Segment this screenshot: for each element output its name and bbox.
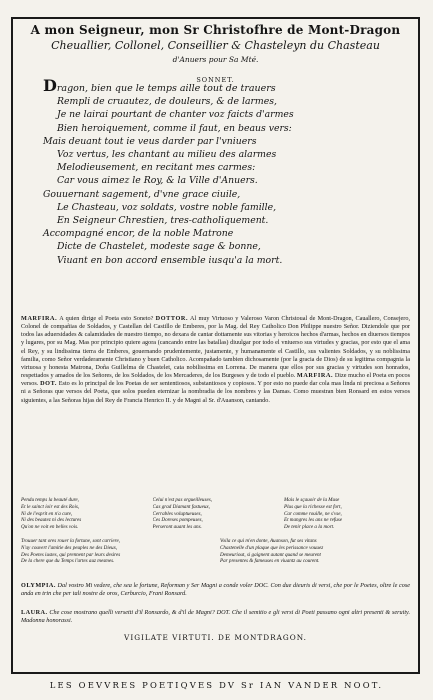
verse-line: Par presentes & fameuses en viuantz au courent. bbox=[220, 558, 320, 565]
drop-cap: D bbox=[43, 76, 57, 95]
sonnet-line-14: Viuant en bon accord ensemble iusqu'a la mort. bbox=[57, 254, 283, 266]
verse-stanza bbox=[153, 497, 279, 531]
motto: VIGILATE VIRTUTI. DE MONTDRAGON. bbox=[124, 633, 307, 642]
sonnet-line-3: Je ne lairai pourtant de chanter voz faicts d'armes bbox=[57, 109, 294, 121]
olympia-paragraph: OLYMPIA. Dal vostro Mi vedere, che sea le fortune, Reforman y Ser Magni a conde voler DOC. Con due dieuris di versi, che por le Poetes, oltre le cose anda en trin che per tali nostre de oros, Cerburcio, Frani Ronsard. bbox=[21, 582, 411, 598]
verse-line: Des Poetes iustes, qui prennent par leurs desires bbox=[21, 551, 121, 558]
verse-line: Voila ce qui m'en donte, Auanson, fut ses vitans bbox=[220, 538, 317, 544]
speaker-dot: DOT. bbox=[40, 380, 58, 388]
verse-line: De la chere que du Temps l'artes auz mesmes. bbox=[21, 558, 115, 565]
page-border bbox=[11, 17, 420, 674]
verse-line: Ni de l'esprit en n'a cure, bbox=[21, 510, 73, 517]
verse-line: Ni des beautez ni des lectures bbox=[21, 517, 82, 524]
verse-line: N'ay couvert l'amitie des peuples ne des Dieux, bbox=[21, 544, 118, 551]
sonnet-line-5: Mais deuant tout ie veus darder par l'vniuers bbox=[43, 135, 257, 147]
sonnet-line-7: Melodieusement, en recitant mes carmes: bbox=[57, 162, 256, 174]
verse-line: Chastenelle d'un plaque que les perissance vouuez bbox=[220, 544, 324, 551]
verse-line: De tenir place a la mort. bbox=[284, 524, 335, 531]
sonnet-line-2: Rempli de cruautez, de douleurs, & de larmes, bbox=[57, 96, 277, 108]
verse-line: Et mangres les ans ne refuse bbox=[284, 517, 343, 524]
verse-line: Plus que la richesse est fort, bbox=[284, 503, 342, 510]
sonnet-line-4: Bien heroiquement, comme il faut, en beaus vers: bbox=[57, 122, 292, 134]
verse-line: Demeuriout, si gaignent autant quand se meurent bbox=[220, 551, 321, 558]
sonnet-line-11: En Seigneur Chrestien, tres-catholiquement. bbox=[57, 215, 269, 227]
dedication-subtitle: Cheuallier, Collonel, Conseillier & Chasteleyn du Chasteau bbox=[51, 39, 380, 52]
verse-line: Cerrables voluptueuses, bbox=[152, 510, 202, 517]
speaker-marfira: MARFIRA. bbox=[21, 315, 58, 322]
verse-line: Cas grad Diamant fastueux, bbox=[152, 503, 210, 510]
verse-stanza bbox=[21, 497, 147, 531]
dedication-title: A mon Seigneur, mon Sr Christofhre de Mont-Dragon bbox=[30, 23, 401, 37]
verse-line: Car comme rouille, ne s'vse, bbox=[284, 510, 342, 517]
sonnet-label: SONNET. bbox=[196, 75, 235, 84]
verse-stanza bbox=[284, 497, 410, 531]
sonnet-line-1: Dragon, bien que le temps aille tout de trauers bbox=[43, 76, 276, 95]
speaker-laura: LAURA. bbox=[21, 609, 48, 616]
verse-line: Et le sainct ioir est des Rois, bbox=[21, 503, 80, 510]
running-title: LES OEVVRES POETIQVES DV Sr IAN VANDER NOOT. bbox=[49, 680, 384, 690]
verse-stanza bbox=[21, 538, 211, 565]
speaker-dottor: DOTTOR. bbox=[155, 315, 189, 322]
sonnet bbox=[43, 76, 398, 267]
verse-line: Celui n'est pas orgueilleuses, bbox=[152, 497, 212, 503]
verse-line: Ces Doreses pompeuses, bbox=[152, 517, 203, 524]
speaker-olympia: OLYMPIA. bbox=[21, 582, 56, 589]
verse-line: Pendu temps la beauté dure, bbox=[21, 497, 79, 503]
sonnet-line-12: Accompagné encor, de la noble Matrone bbox=[43, 228, 234, 240]
sonnet-line-10: Le Chasteau, voz soldats, vostre noble famille, bbox=[57, 201, 277, 213]
verse-block-1 bbox=[21, 497, 410, 531]
verse-line: Trouuer tant ores rouer la fortune, sont carriere, bbox=[21, 538, 120, 544]
dialogue-prose: MARFIRA. A quien dirige el Poeta esto Soneto? DOTTOR. Al muy Virtuoso y Valeroso Varon Christoual de Mont-Dragon, Cauallero, Consejero, Colonel de compañias de Soldados, y Castellan del Castillo de Emberes, por la Mag. del Rey Catholico Don Philippe nuestro Señor. Diziendole que por todos las aduersidades & calamidades de nuestro tiempo, no dexara de cantar dottamente sus vitorias y heroicos hechos d'armas, hechos en diuersos tiempos y lugares, por su Mag. Mas por principio quiere agora (cancando entre las batallas) diuulgar por todo el vniuerso sus virtudes y gracias, por esto que el ama el Rey, y su lindissima tierra de Emberes, gouernando prudentemente, justamente, y humanamente el Castillo, sus valientes Soldados, y su noblissima familia, como Señor verdaderamente Christiano y buen Catholico. Acompañado tambien dichosamente (por la gracia de Dios) de su legitima compagnia la virtuosa y honesta Matrona, Doña Guillelma de Chastelet, cata nobilissima en Lorrena. De manera que ellos por sus gracias y virtudes son honrados, respettados y amados de los Señores, de los Soldados, de los Mercaderes, de los Burgeses y de todo el pueblo. MARFIRA. Dize mucho el Poeta en pocos versos. DOT. Esto es lo principal de los Poetas de ser sententiosos, substantiosos y copiosos. Y por esto no puede dar cola mas linda ni preciosa a Señores ni a Señoras que versos del Poeta, que solos pueden eternizar la nombradia de los nombres y las Damas. Como muestran bien Ronsard en estos versos siguientes, a las Señoras hijas del Rey de Francia Henrico II. y de Magni al Sr. d'Auanson, cantando. bbox=[21, 315, 411, 404]
verse-line: Perseront auant les ans. bbox=[152, 524, 202, 531]
verse-block-2 bbox=[21, 538, 410, 565]
sonnet-line-8: Car vous aimez le Roy, & la Ville d'Anuers. bbox=[57, 175, 258, 187]
speaker-marfira-2: MARFIRA. bbox=[296, 372, 334, 380]
laura-paragraph: LAURA. Che cose mostrano quelli versetti d'il Ronsardo, & d'il de Magni? DOT. Che il semitio e gli versi di Poeti passano ogni altri presenti & seruity. Madonna honorassi. bbox=[21, 609, 411, 625]
verse-line: Mais le sçauoir de la Muse bbox=[284, 497, 340, 503]
sonnet-line-13: Dicte de Chastelet, modeste sage & bonne, bbox=[57, 241, 261, 253]
sonnet-line-6: Voz vertus, les chantant au milieu des alarmes bbox=[57, 149, 277, 161]
sonnet-line-9: Gouuernant sagement, d'vne grace ciuile, bbox=[43, 188, 241, 200]
dedication-subtitle-2: d'Anuers pour Sa Mté. bbox=[172, 55, 259, 64]
verse-stanza bbox=[220, 538, 410, 565]
verse-line: Qu'on ne voit en belles vois. bbox=[21, 524, 79, 531]
